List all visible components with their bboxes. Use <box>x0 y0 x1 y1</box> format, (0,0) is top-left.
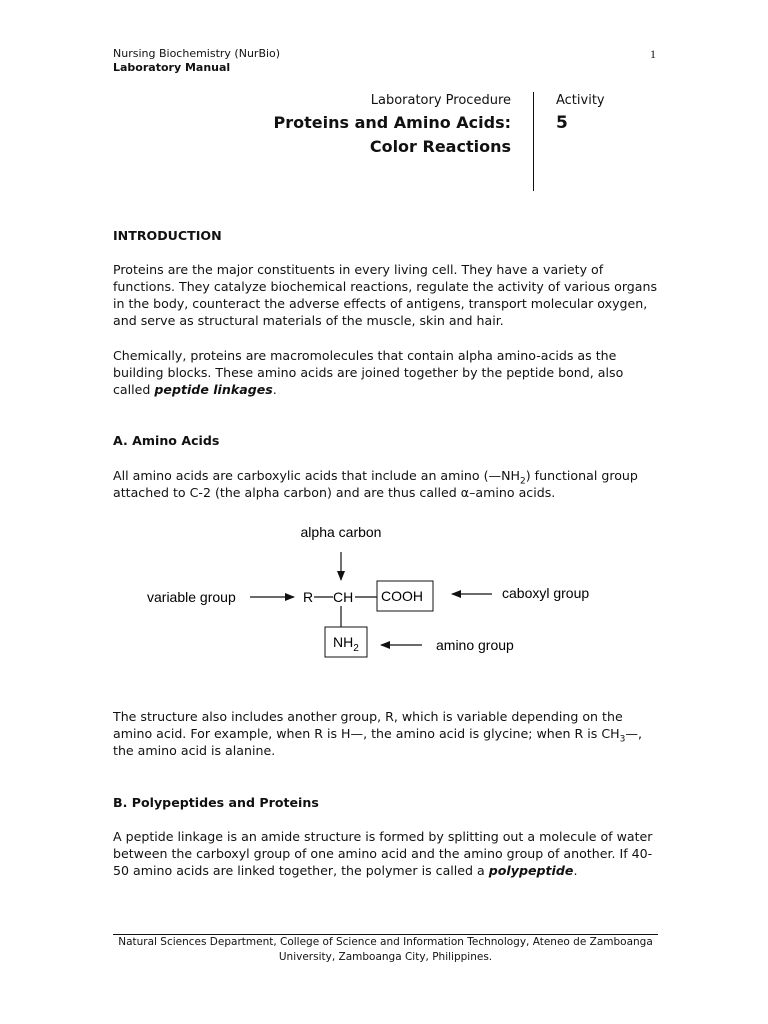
manual-name: Laboratory Manual <box>113 61 231 74</box>
para-a2-sub: 3 <box>619 734 626 745</box>
section-b-heading: B. Polypeptides and Proteins <box>113 795 319 810</box>
title-line-1: Proteins and Amino Acids: <box>273 113 511 132</box>
nh-subscript: 2 <box>353 643 359 654</box>
introduction-paragraph-1: Proteins are the major constituents in every living cell. They have a variety of functions. They catalyze biochemical reactions, regulate the activity of various organs in the body, counteract the adverse effects of antigens, transport molecular oxygen, and serve as structural materials of the muscle, skin and hair. <box>113 262 658 328</box>
peptide-linkages-term: peptide linkages <box>154 382 273 397</box>
para-a2-text: The structure also includes another group, R, which is variable depending on the amino acid. For example, when R is H—, the amino acid is glycine; when R is CH <box>113 709 623 741</box>
ch-group: CH <box>333 589 354 605</box>
section-b-paragraph-1 <box>113 828 658 879</box>
footer-text: Natural Sciences Department, College of Science and Information Technology, Ateneo de Zamboanga University, Zamboanga City, Philippines. <box>118 936 653 963</box>
introduction-heading: INTRODUCTION <box>113 228 222 243</box>
title-line-2: Color Reactions <box>369 137 511 156</box>
polypeptide-term: polypeptide <box>488 863 574 878</box>
r-group: R <box>303 589 314 605</box>
alpha-carbon-label: alpha carbon <box>300 524 382 540</box>
para-a2-end: —, the amino acid is alanine. <box>113 726 642 758</box>
carboxyl-group-label: caboxyl group <box>502 585 590 601</box>
para2-text: Chemically, proteins are macromolecules that contain alpha amino-acids as the building blocks. These amino acids are joined together by the peptide bond, also called <box>113 348 624 397</box>
procedure-label: Laboratory Procedure <box>370 93 511 108</box>
activity-label: Activity <box>556 93 605 108</box>
variable-group-label: variable group <box>147 589 236 605</box>
course-name: Nursing Biochemistry (NurBio) <box>113 47 281 60</box>
activity-number: 5 <box>556 113 568 133</box>
section-a-heading: A. Amino Acids <box>113 433 220 448</box>
nh-text: NH <box>333 634 354 650</box>
para-b1-end: . <box>573 863 578 878</box>
cooh-group: COOH <box>381 588 423 604</box>
para-a1-sub: 2 <box>520 476 526 487</box>
section-a-paragraph-2 <box>113 708 658 759</box>
para-b1-text: A peptide linkage is an amide structure is formed by splitting out a molecule of water between the carboxyl group of one amino acid and the amino group of another. If 40-50 amino acids are linked together, the polymer is called a <box>113 829 653 878</box>
para2-end: . <box>272 382 277 397</box>
para-a1-text: All amino acids are carboxylic acids that include an amino (—NH <box>113 468 521 483</box>
page-number: 1 <box>650 47 656 61</box>
para-a1-end: ) functional group attached to C-2 (the alpha carbon) and are thus called α–amino acids. <box>113 468 638 500</box>
amino-group-label: amino group <box>436 637 514 653</box>
nh2-group <box>333 634 359 654</box>
